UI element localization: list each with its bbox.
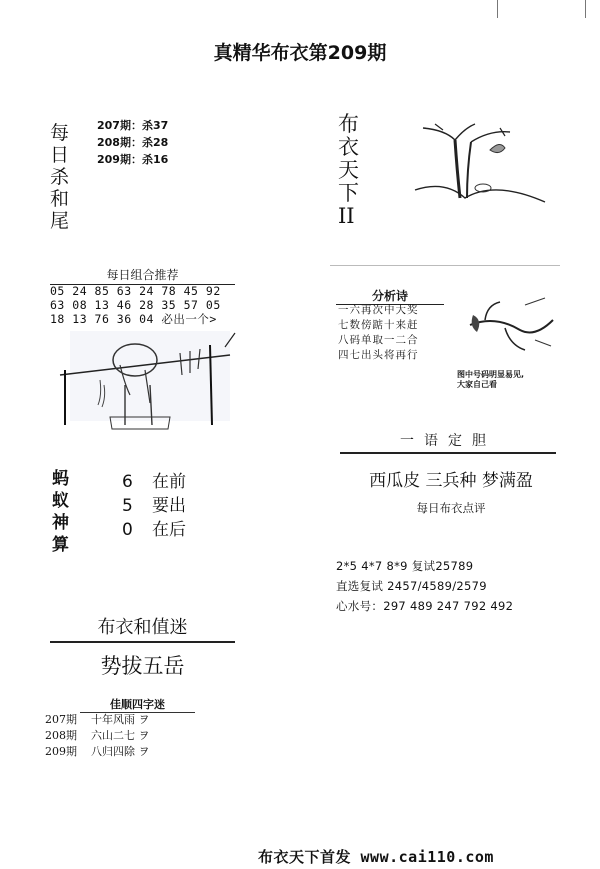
daily-kill-row: 208期：杀28 <box>97 136 169 149</box>
daily-kill-vertical-label: 每 日 杀 和 尾 <box>50 122 70 232</box>
poem-line: 八码单取一二合 <box>338 334 419 346</box>
mayi-row: 5 要出 <box>122 496 186 516</box>
poem-line: 一六再次中大奖 <box>338 304 419 316</box>
analysis-poem-title: 分析诗 <box>336 287 444 305</box>
four-char-row: 209期 八归四除 ヲ <box>45 745 150 758</box>
tree-sketch <box>405 110 555 210</box>
bu-yi-tian-xia-label: 布 衣 天 下 II <box>338 112 359 228</box>
daily-combo-title: 每日组合推荐 <box>50 266 235 285</box>
poem-line: 四七出头将再行 <box>338 349 419 361</box>
mayi-row: 0 在后 <box>122 520 186 540</box>
sketch-illustration <box>40 325 240 435</box>
daily-kill-row: 209期：杀16 <box>97 153 169 166</box>
pick-row: 直选复试 2457/4589/2579 <box>336 579 487 593</box>
corner-line-left <box>497 0 498 18</box>
analysis-note: 图中号码明显易见, 大家自己看 <box>457 370 525 389</box>
four-char-list <box>45 712 150 760</box>
yi-yu-ding-dan-title: 一语定胆 <box>340 430 556 454</box>
four-char-row: 207期 十年风雨 ヲ <box>45 713 150 726</box>
mayi-row: 6 在前 <box>122 472 186 492</box>
combo-row: 63 08 13 46 28 35 57 05 <box>50 298 221 312</box>
pick-row: 2*5 4*7 8*9 复试25789 <box>336 559 474 573</box>
daily-kill-row: 207期：杀37 <box>97 119 169 132</box>
analysis-poem-lines <box>338 303 419 363</box>
hezhi-title: 布衣和值迷 <box>50 613 235 643</box>
combo-row: 05 24 85 63 24 78 45 92 <box>50 284 221 298</box>
footer-source: 布衣天下首发 www.cai110.com <box>258 848 494 866</box>
branch-sketch <box>465 290 560 360</box>
four-char-title: 佳顺四字迷 <box>80 696 195 713</box>
four-char-row: 208期 六山二七 ヲ <box>45 729 150 742</box>
daily-combo-rows <box>50 284 221 326</box>
mayi-vertical-label: 蚂 蚁 神 算 <box>52 469 69 555</box>
page-title: 真精华布衣第209期 <box>213 42 387 64</box>
divider <box>330 265 560 266</box>
daily-comment-subtitle: 每日布衣点评 <box>416 501 486 515</box>
poem-line: 七数傍踮十来赶 <box>338 319 419 331</box>
picks-list <box>336 556 513 616</box>
daily-kill-list <box>97 117 168 168</box>
pick-row: 心水号：297 489 247 792 492 <box>336 599 514 613</box>
combo-row: 18 13 76 36 04 必出一个> <box>50 312 217 326</box>
yi-yu-phrase: 西瓜皮 三兵种 梦满盈 <box>369 471 533 491</box>
hezhi-answer: 势拔五岳 <box>100 654 185 678</box>
corner-line-right <box>585 0 586 18</box>
